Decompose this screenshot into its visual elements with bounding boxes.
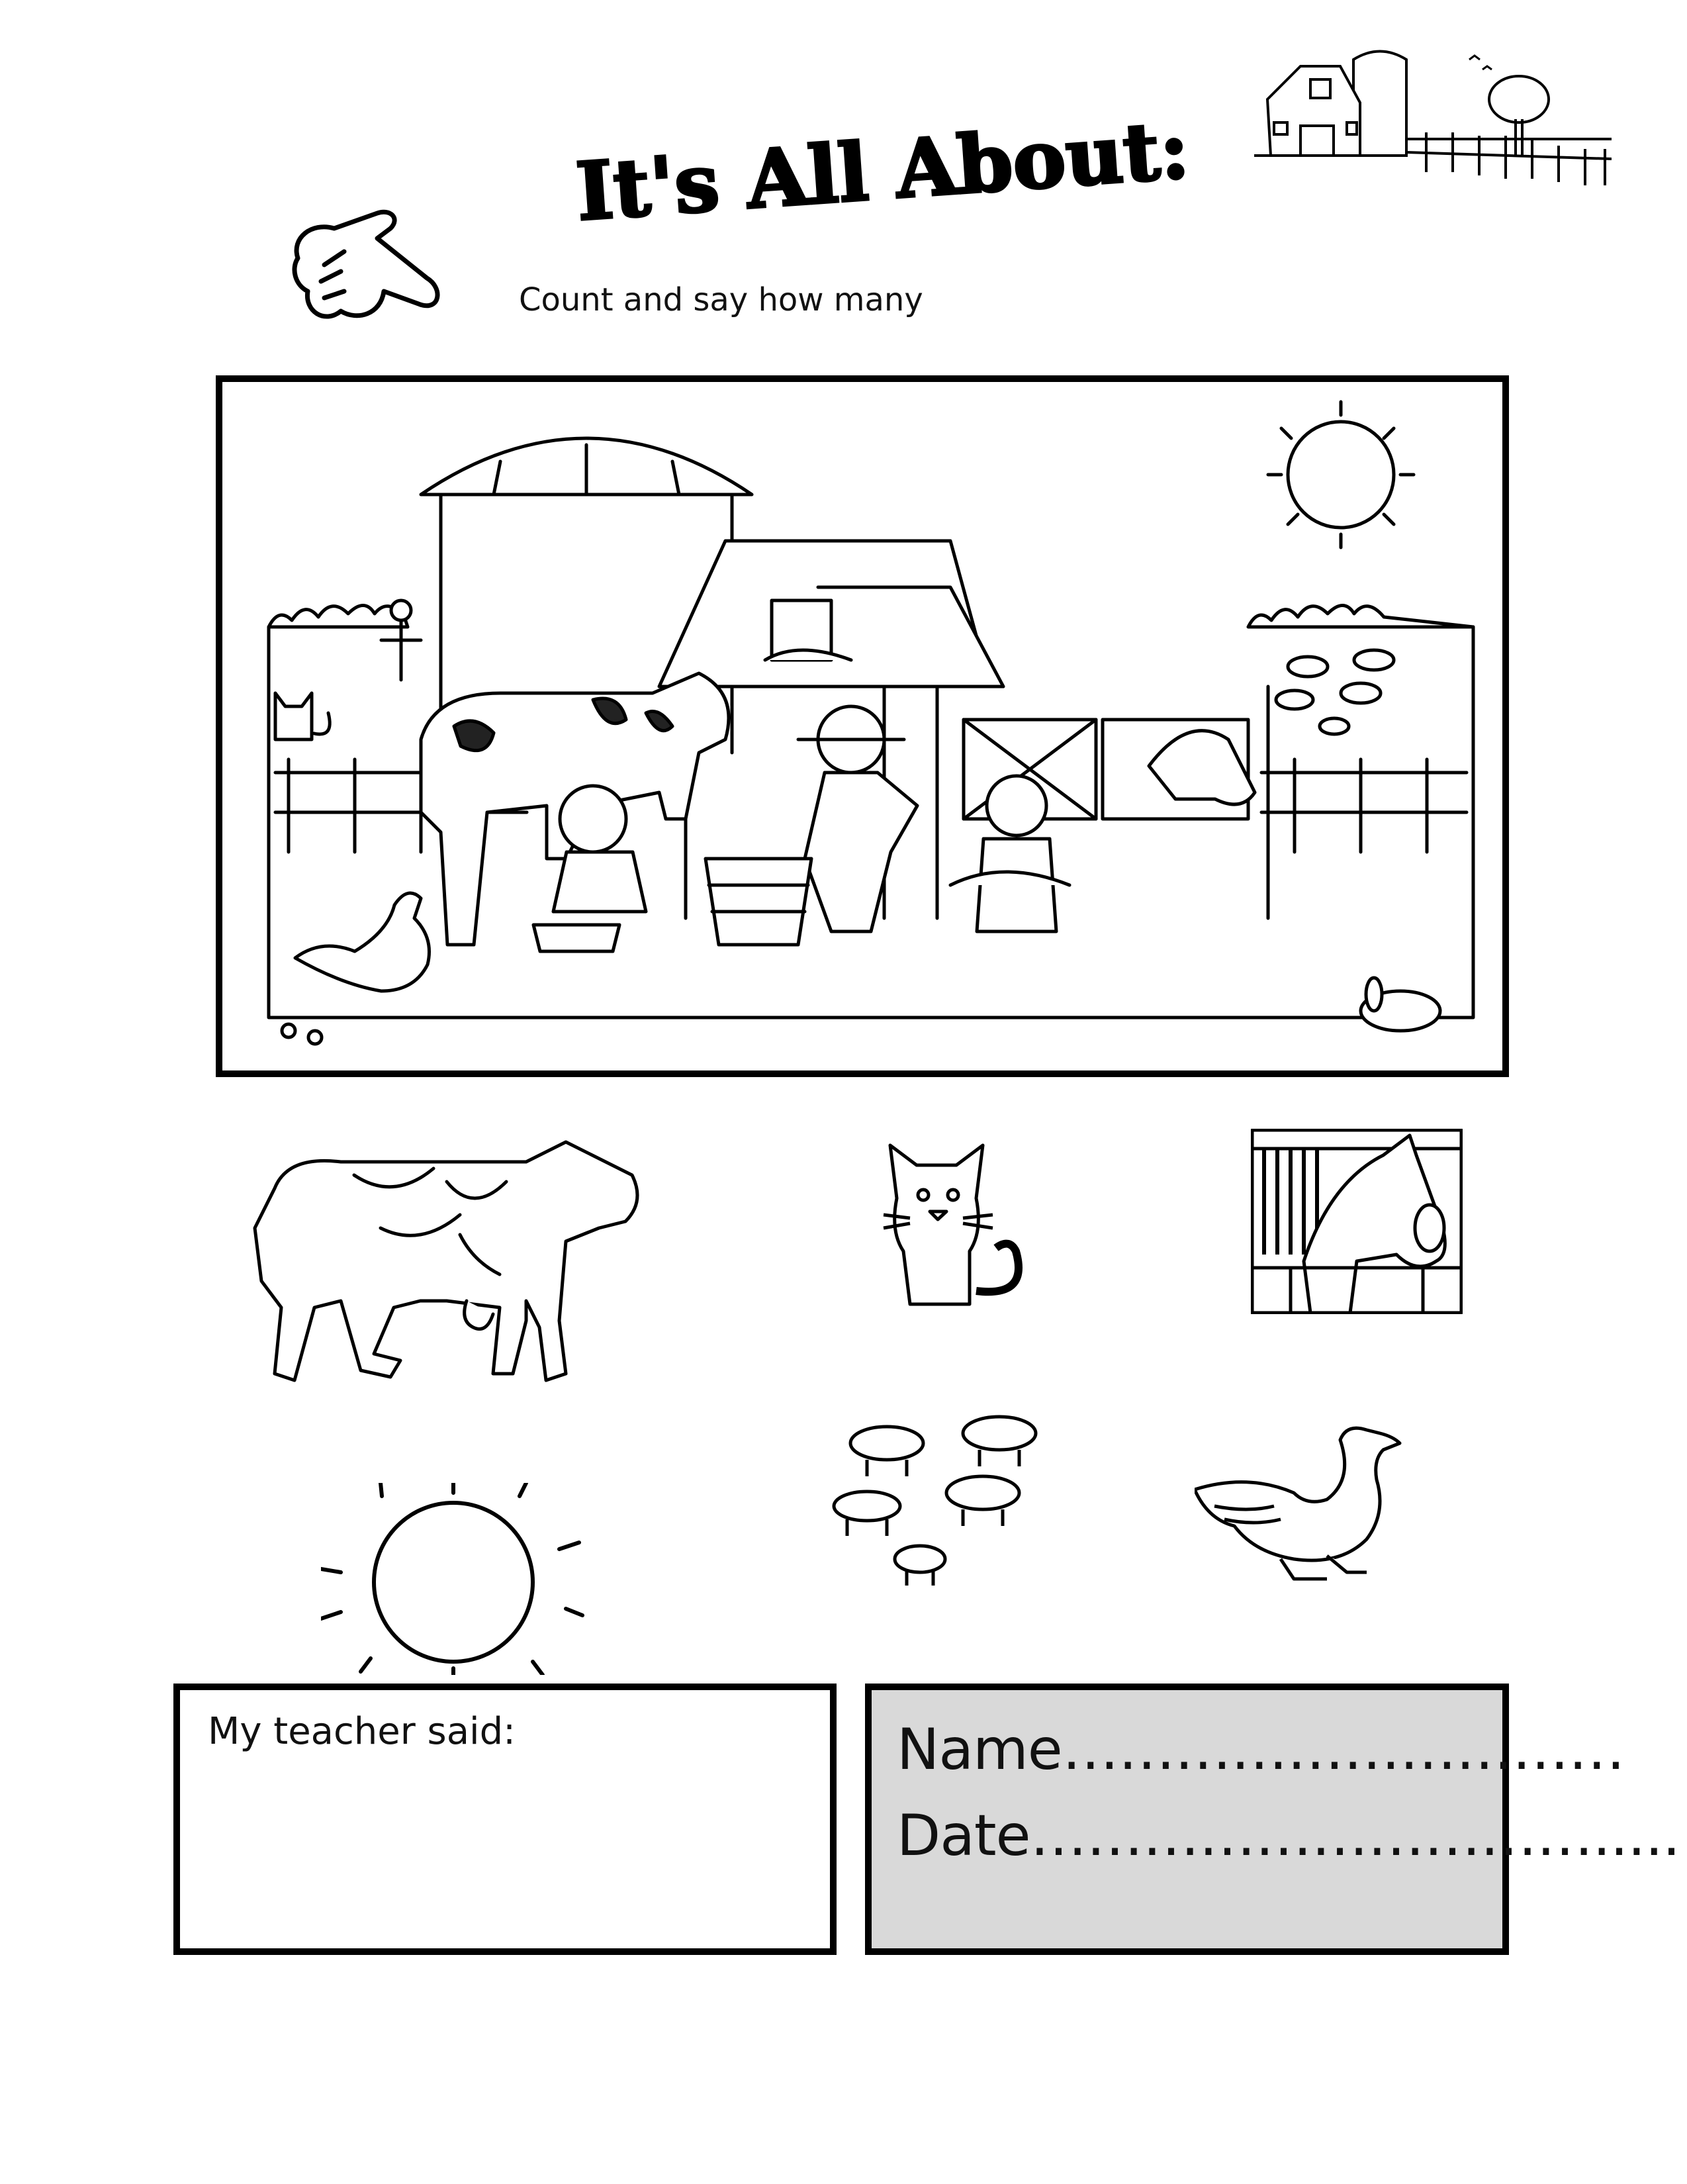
teacher-comment-box[interactable] [173,1684,837,1955]
sun-icon [321,1483,586,1675]
farm-barn-icon [1254,40,1612,192]
cow-icon [248,1135,672,1400]
name-field[interactable]: Name………………………… [897,1717,1625,1783]
instruction-text: Count and say how many [519,281,923,318]
farm-scene-frame [216,375,1509,1077]
farm-scene-illustration [222,382,1502,1070]
student-info-box [865,1684,1680,1955]
title-text: It's All About: [573,103,1193,239]
teacher-label: My teacher said: [208,1710,516,1753]
pointing-hand-icon [285,199,450,331]
sheep-flock-icon [821,1413,1072,1586]
date-field[interactable]: Date…………………………..... [897,1803,1680,1869]
horse-icon [1251,1129,1463,1314]
duck-icon [1195,1413,1406,1586]
cat-icon [877,1132,1036,1307]
worksheet-title [549,99,1211,245]
